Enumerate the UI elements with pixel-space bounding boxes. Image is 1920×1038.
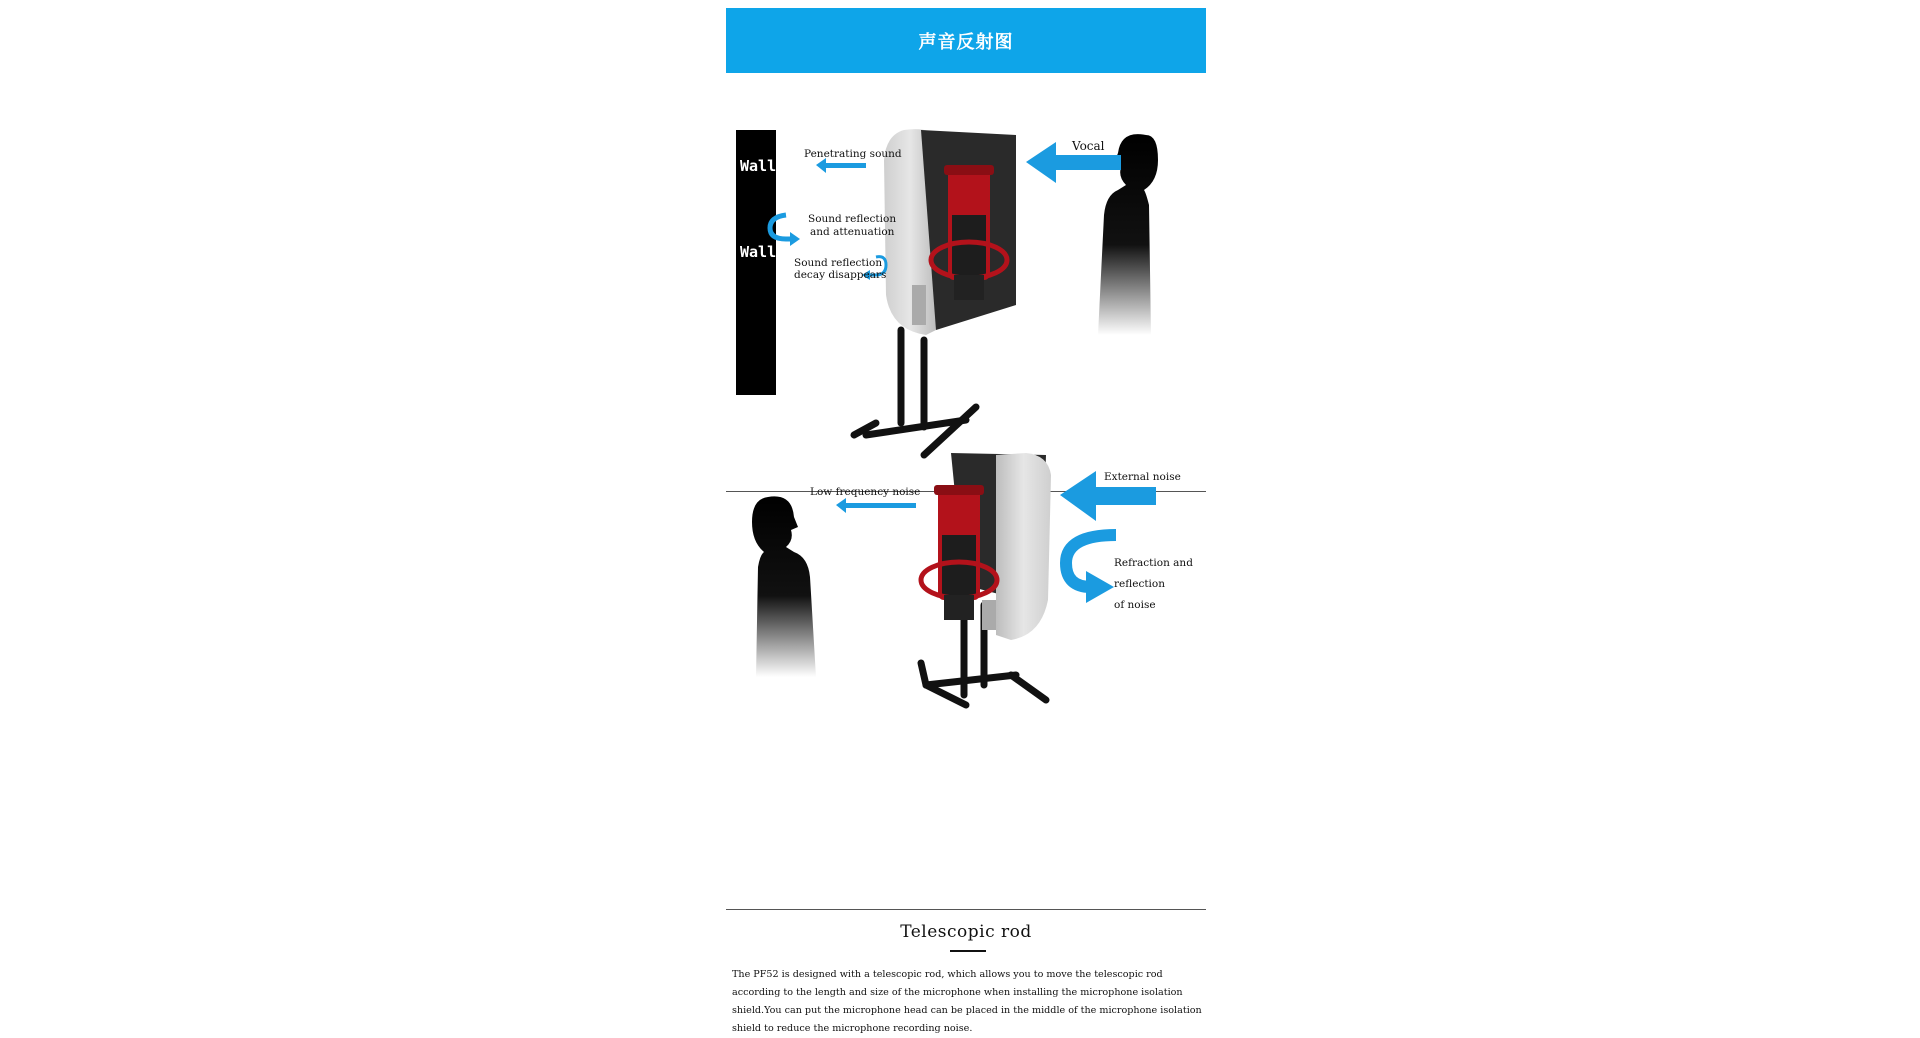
wall-label-bottom: Wall	[740, 243, 777, 261]
product-detail-column	[726, 0, 1206, 1034]
noise-reflection-diagram	[726, 471, 1206, 905]
reflection-diagram-graphic	[726, 105, 1206, 490]
refraction-label-1: Refraction and	[1114, 557, 1193, 569]
stand-base-icon	[854, 330, 976, 455]
penetrating-sound-label: Penetrating sound	[804, 148, 902, 160]
reflection-attenuation-label-1: Sound reflection	[808, 213, 897, 225]
external-noise-label: External noise	[1104, 471, 1181, 483]
decay-label-1: Sound reflection	[794, 257, 883, 269]
isolation-shield	[996, 453, 1051, 640]
banner-title: 声音反射图	[918, 31, 1014, 53]
sound-reflection-diagram	[726, 105, 1206, 490]
person-silhouette	[752, 496, 816, 677]
decay-label-2: decay disappears	[794, 269, 887, 281]
refraction-label-3: of noise	[1114, 599, 1156, 611]
section-description: The PF52 is designed with a telescopic rod, which allows you to move the telescopic rod according to the length and size of the microphone when installing the microphone isolation shield.You can put the microphone head can be placed in the middle of the microphone isolation shield to reduce the microphone recording noise.	[732, 968, 1202, 1034]
section-title: Telescopic rod	[900, 922, 1032, 942]
refraction-label-2: reflection	[1114, 578, 1165, 590]
low-frequency-label: Low frequency noise	[810, 486, 921, 498]
section-divider	[726, 909, 1206, 910]
section-banner	[726, 8, 1206, 73]
reflection-attenuation-label-2: and attenuation	[810, 226, 895, 238]
clamp	[982, 600, 996, 630]
low-frequency-arrow-icon	[836, 498, 916, 513]
wall-label-top: Wall	[740, 157, 777, 175]
vocal-label: Vocal	[1072, 139, 1105, 153]
clamp	[912, 285, 926, 325]
title-underline	[950, 950, 986, 952]
